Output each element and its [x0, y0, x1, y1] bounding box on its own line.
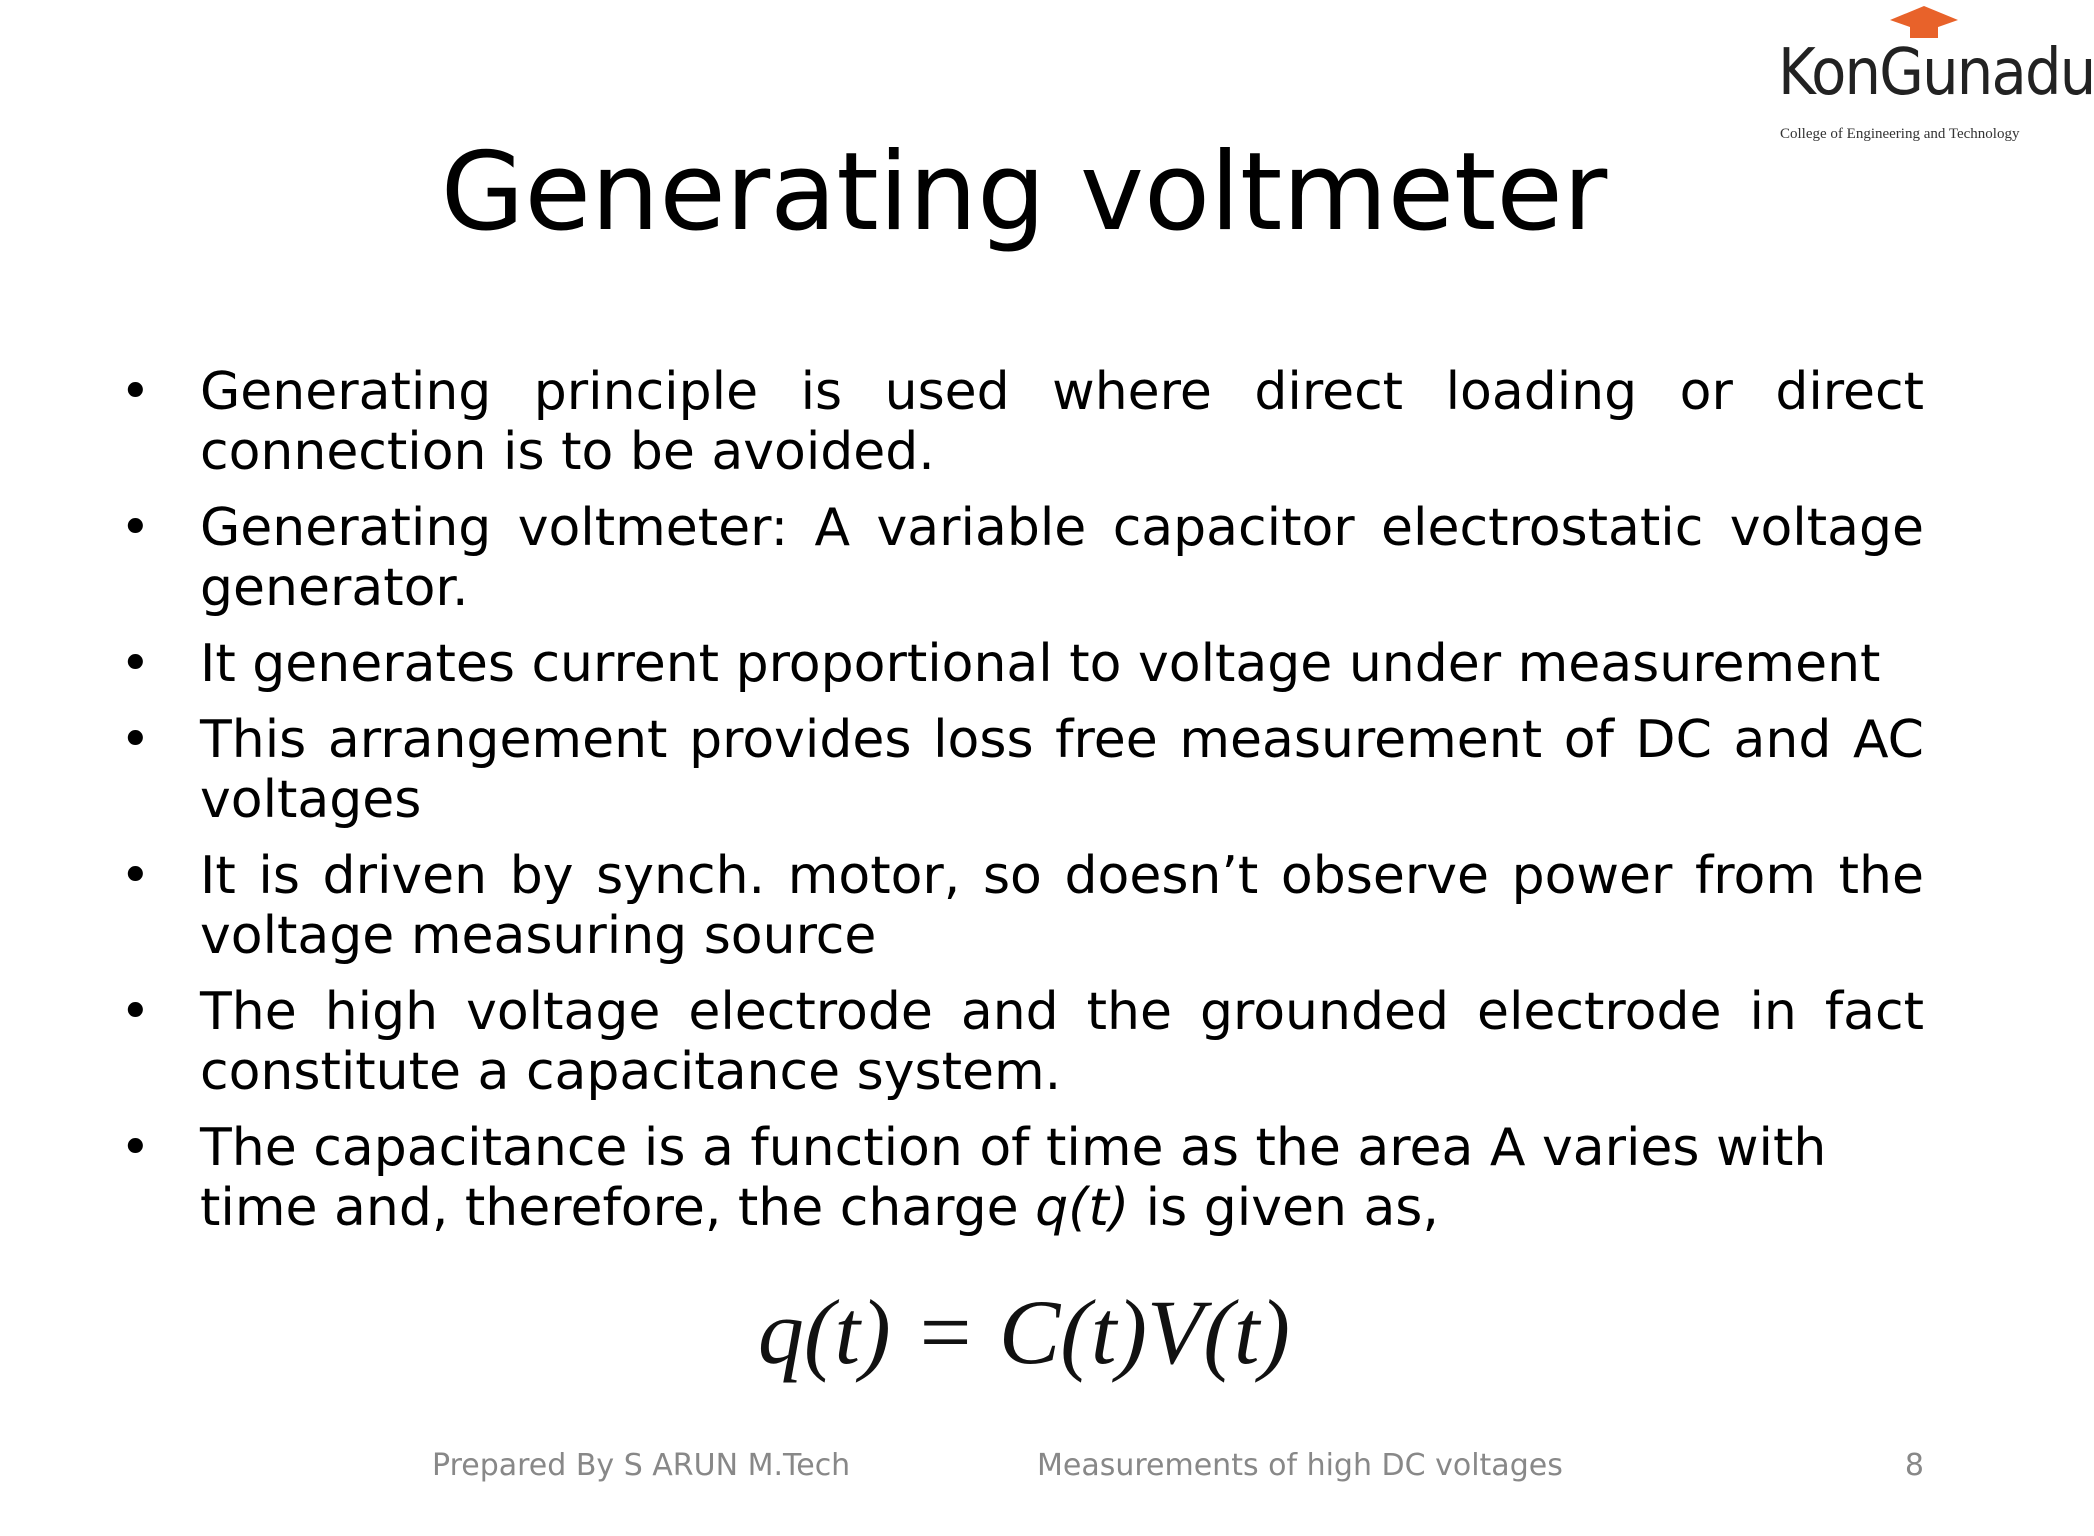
bullet-marker: •: [120, 1118, 151, 1178]
logo-name: KonGunadu: [1778, 36, 2094, 110]
bullet-item: [118, 1118, 1924, 1238]
bullet-marker: •: [120, 982, 151, 1042]
bullet-marker: •: [120, 498, 151, 558]
bullet-text: It generates current proportional to voltage under measurement: [200, 634, 1881, 694]
bullet-text-end: is given as,: [1129, 1178, 1439, 1238]
bullet-text: It is driven by synch. motor, so doesn’t observe power from the voltage measuring source: [200, 846, 1924, 966]
bullet-item: [118, 846, 1924, 966]
bullet-item: [118, 710, 1924, 830]
charge-symbol: q(t): [1035, 1178, 1130, 1238]
bullet-text: Generating voltmeter: A variable capacitor electrostatic voltage generator.: [200, 498, 1924, 618]
bullet-text: [200, 1118, 1826, 1238]
bullet-text-start: The capacitance is a function of time as the area A varies with time and, therefore, the charge: [200, 1118, 1827, 1238]
bullet-text: The high voltage electrode and the grounded electrode in fact constitute a capacitance system.: [200, 982, 1924, 1102]
bullet-text: Generating principle is used where direct loading or direct connection is to be avoided.: [200, 362, 1924, 482]
bullet-marker: •: [120, 846, 151, 906]
bullet-marker: •: [120, 634, 151, 694]
bullet-text: This arrangement provides loss free measurement of DC and AC voltages: [200, 710, 1924, 830]
slide-title: Generating voltmeter: [440, 130, 1608, 255]
bullet-item: [118, 982, 1924, 1102]
footer-topic: Measurements of high DC voltages: [1037, 1448, 1563, 1483]
bullet-item: [118, 362, 1924, 482]
bullet-item: [118, 634, 1924, 694]
bullet-list: [118, 362, 1924, 1254]
bullet-marker: •: [120, 362, 151, 422]
charge-equation: q(t) = C(t)V(t): [757, 1281, 1291, 1383]
slide-number: 8: [1904, 1448, 1924, 1483]
footer-author: Prepared By S ARUN M.Tech: [432, 1448, 851, 1483]
logo-subtitle: College of Engineering and Technology: [1780, 126, 2020, 142]
bullet-item: [118, 498, 1924, 618]
bullet-marker: •: [120, 710, 151, 770]
